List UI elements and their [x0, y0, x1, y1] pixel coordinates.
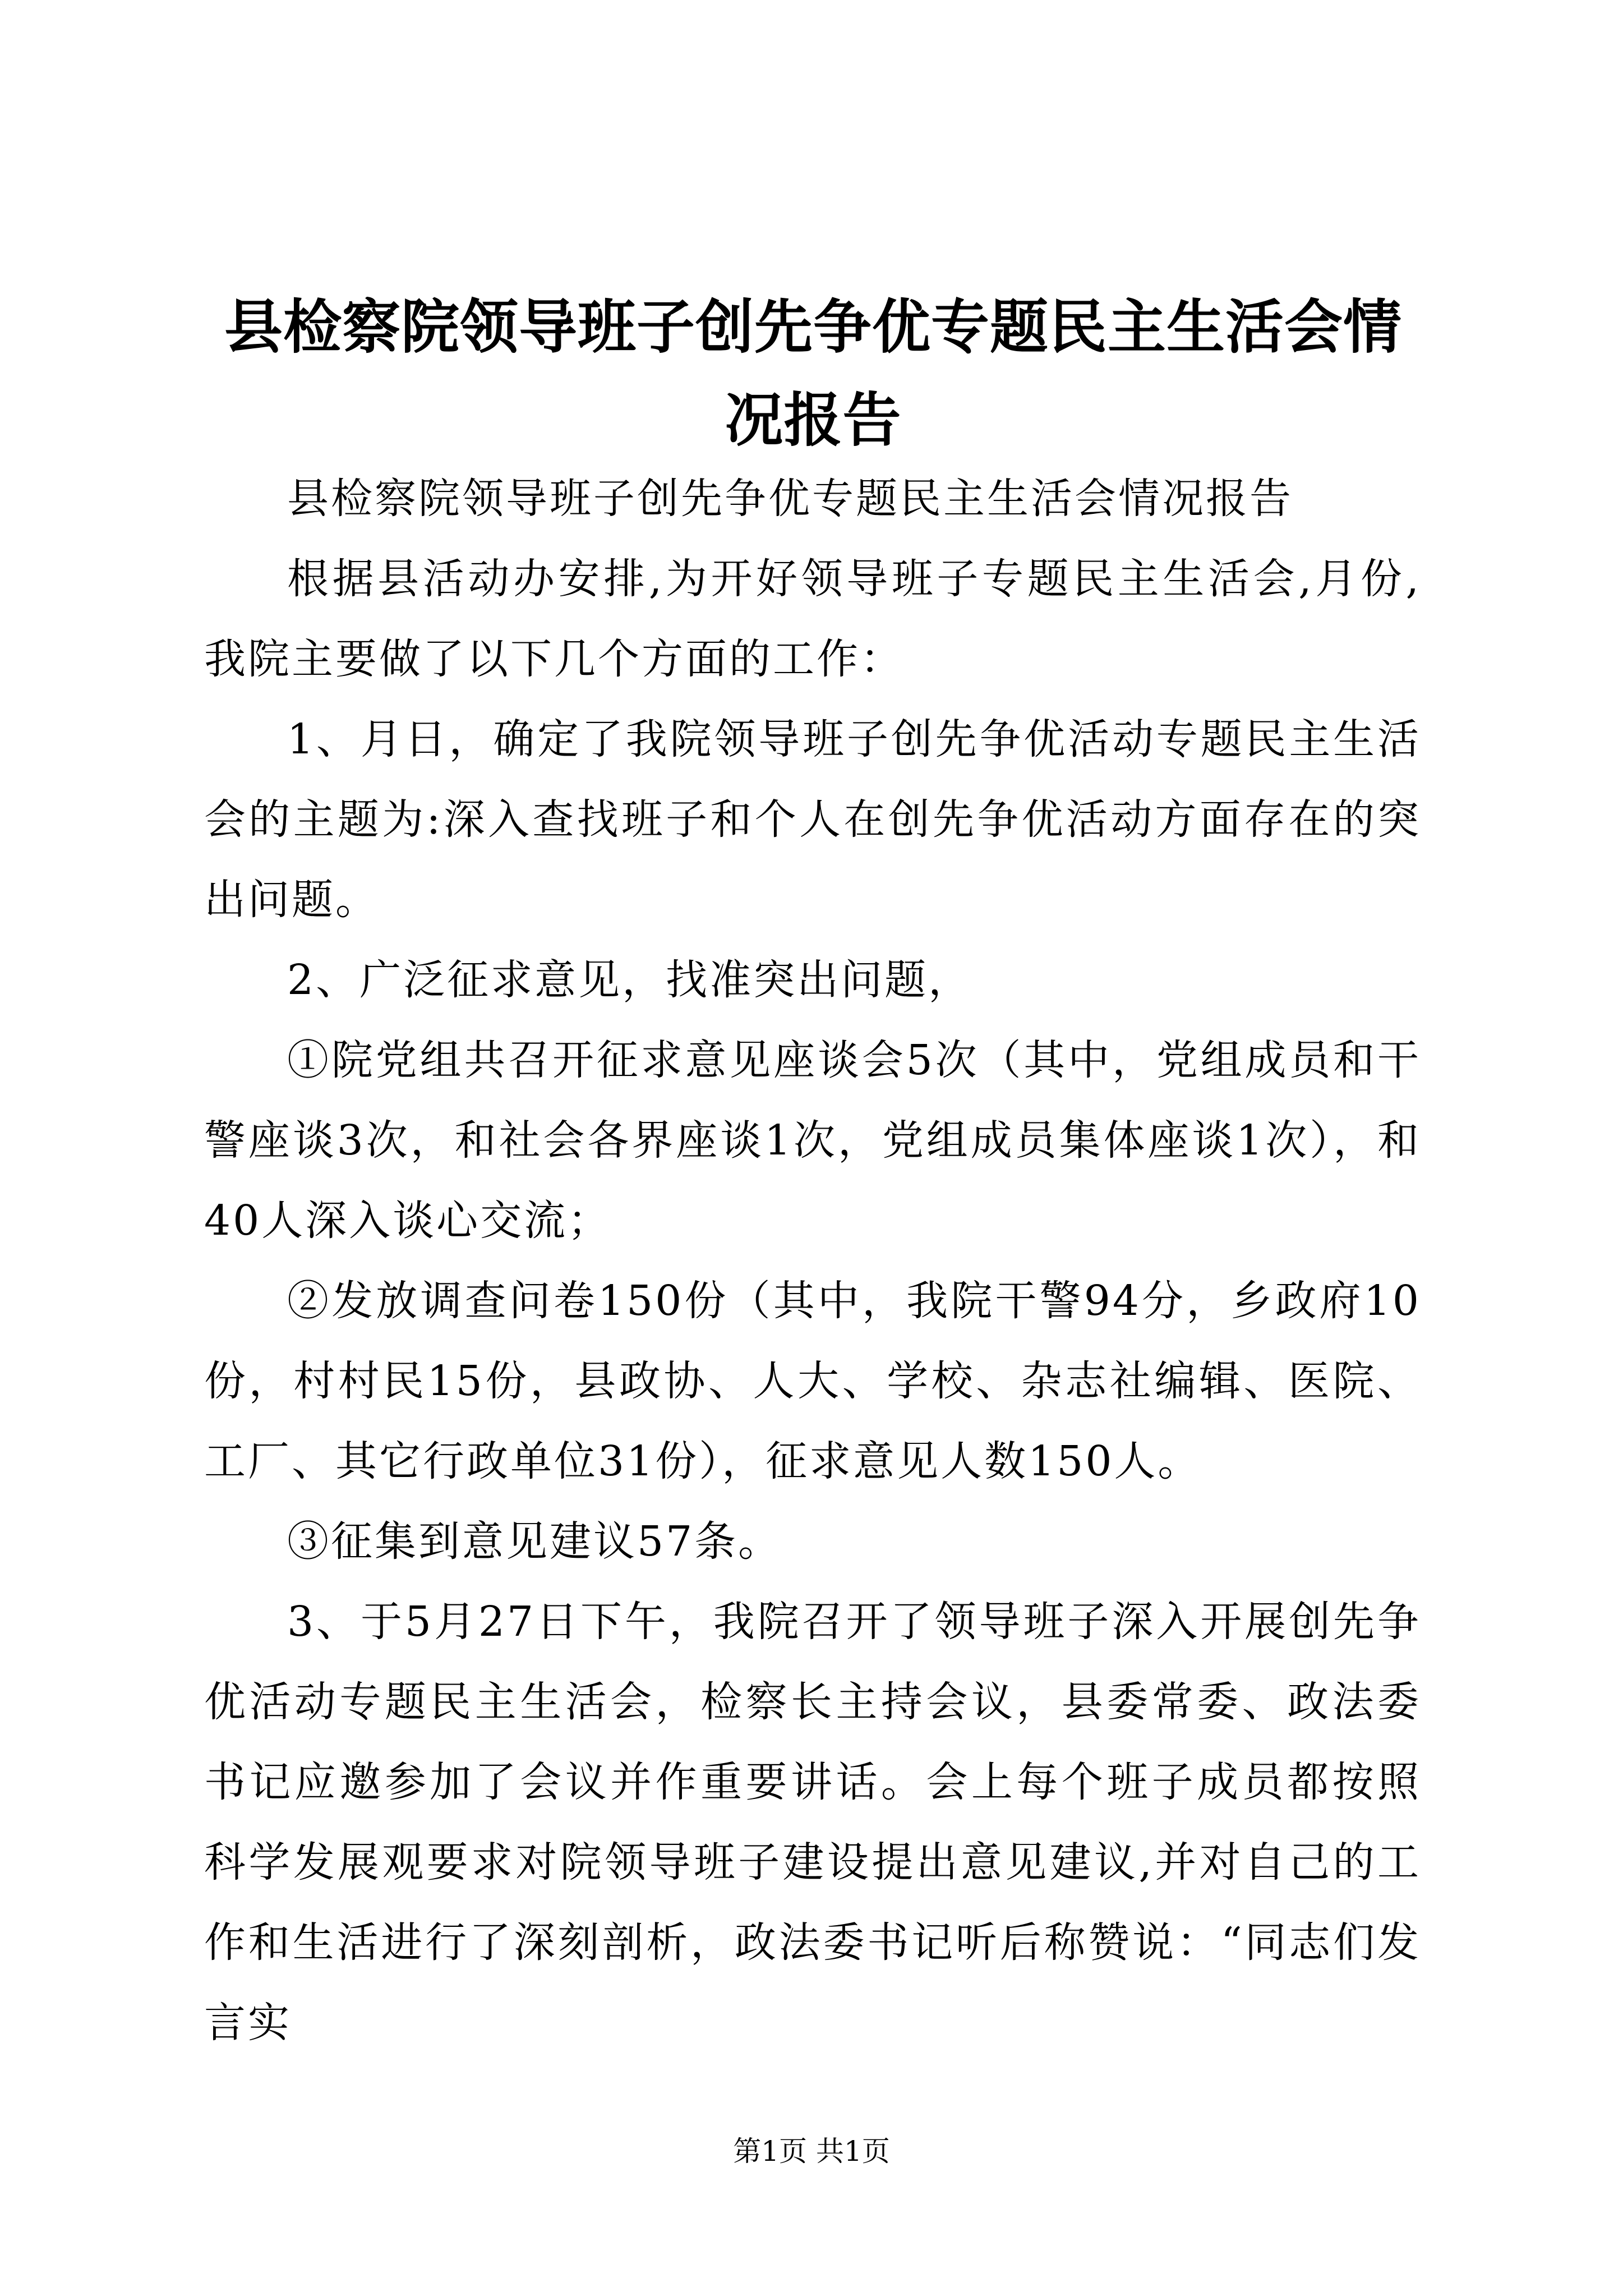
paragraph-item-3: 3、于5月27日下午，我院召开了领导班子深入开展创先争优活动专题民主生活会，检察长主持会议，县委常委、政法委书记应邀参加了会议并作重要讲话。会上每个班子成员都按照科学发展观要求对院领导班子建设提出意见建议,并对自己的工作和生活进行了深刻剖析，政法委书记听后称赞说：“同志们发言实 [204, 1598, 1421, 2047]
paragraph-subitem-1: ①院党组共召开征求意见座谈会5次（其中，党组成员和干警座谈3次，和社会各界座谈1次，党组成员集体座谈1次），和40人深入谈心交流； [204, 1036, 1421, 1245]
paragraph-item-1: 1、月日，确定了我院领导班子创先争优活动专题民主生活会的主题为:深入查找班子和个人在创先争优活动方面存在的突出问题。 [204, 715, 1421, 924]
paragraph-item-2: 2、广泛征求意见，找准突出问题， [287, 956, 972, 1004]
document-body [204, 459, 1421, 2063]
document-title: 县检察院领导班子创先争优专题民主生活会情况报告 [224, 292, 1402, 454]
paragraph-repeated-title: 县检察院领导班子创先争优专题民主生活会情况报告 [287, 475, 1293, 523]
paragraph-subitem-2: ②发放调查问卷150份（其中，我院干警94分，乡政府10份，村村民15份，县政协、人大、学校、杂志社编辑、医院、工厂、其它行政单位31份），征求意见人数150人。 [204, 1277, 1421, 1485]
page-footer: 第1页 共1页 [733, 2135, 890, 2168]
paragraph-intro: 根据县活动办安排,为开好领导班子专题民主生活会,月份,我院主要做了以下几个方面的工作： [204, 555, 1421, 683]
paragraph-subitem-3: ③征集到意见建议57条。 [287, 1517, 782, 1566]
